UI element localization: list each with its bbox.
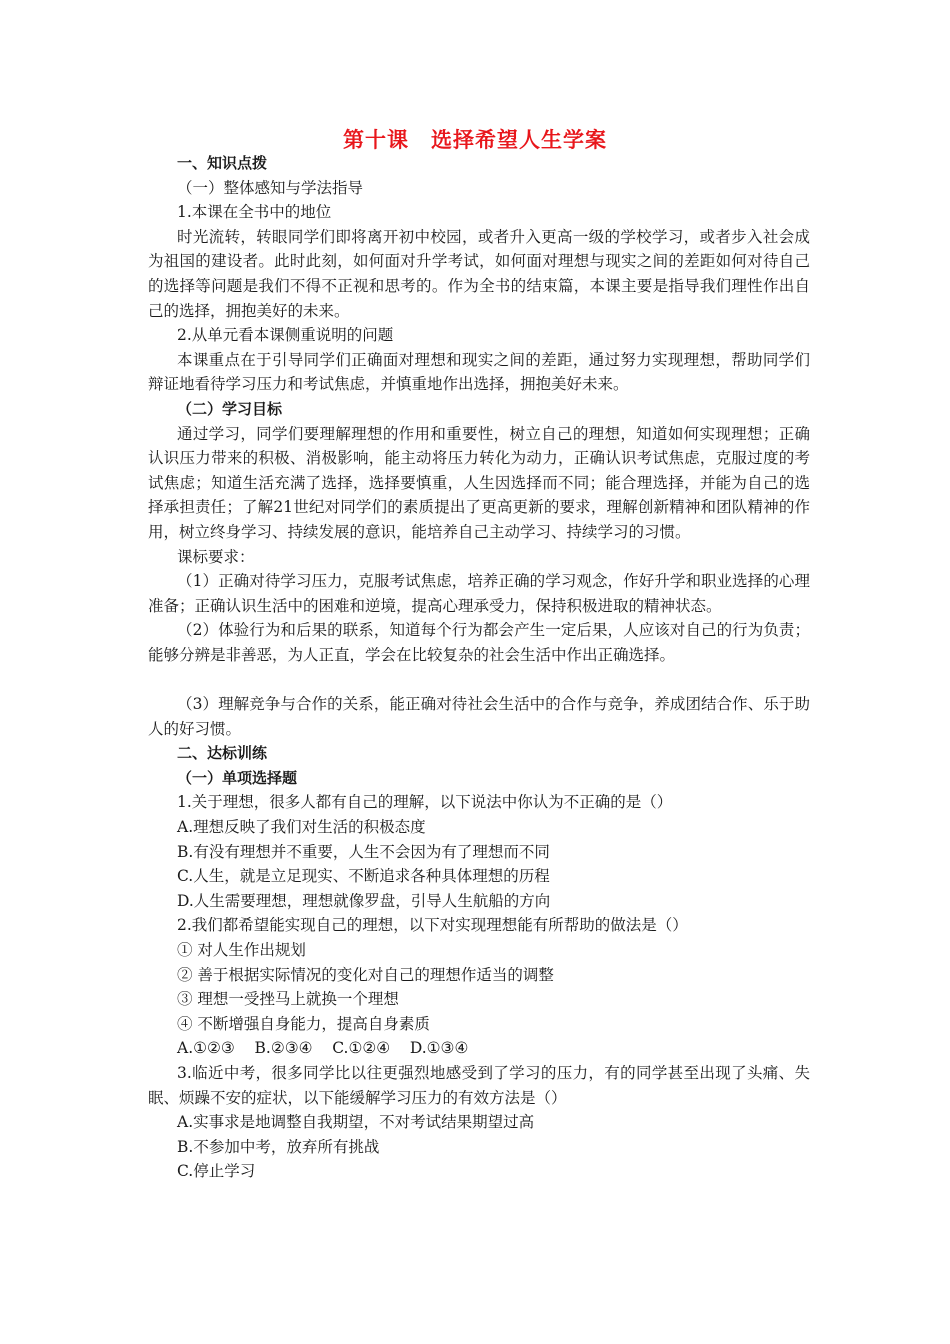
option: ④ 不断增强自身能力，提高自身素质: [177, 1014, 430, 1033]
option: B.不参加中考，放弃所有挑战: [177, 1137, 380, 1156]
paragraph: 通过学习，同学们要理解理想的作用和重要性，树立自己的理想，知道如何实现理想；正确认识压力带来的积极、消极影响，能主动将压力转化为动力，正确认识考试焦虑，克服过度的考试焦虑；知道生活充满了选择，选择要慎重，人生因选择而不同；能合理选择，并能为自己的选择承担责任；了解21世纪对同学们的素质提出了更高更新的要求，理解创新精神和团队精神的作用，树立终身学习、持续发展的意识，能培养自己主动学习、持续学习的习惯。: [148, 424, 810, 541]
spacer: [148, 667, 810, 692]
item-title: 1.本课在全书中的地位: [177, 203, 332, 222]
subsection-heading-bold: （二）学习目标: [177, 399, 283, 418]
option: ③ 理想一受挫马上就换一个理想: [177, 990, 399, 1009]
option: D.人生需要理想，理想就像罗盘，引导人生航船的方向: [177, 891, 551, 910]
section-heading-1: 一、知识点拨: [177, 154, 268, 172]
question: 1.关于理想，很多人都有自己的理解，以下说法中你认为不正确的是（）: [177, 793, 673, 812]
option: ② 善于根据实际情况的变化对自己的理想作适当的调整: [177, 965, 554, 984]
option: C.人生，就是立足现实、不断追求各种具体理想的历程: [177, 867, 550, 886]
option: A.实事求是地调整自我期望，不对考试结果期望过高: [177, 1113, 535, 1132]
page-title: 第十课 选择希望人生学案: [343, 127, 607, 152]
question: 2.我们都希望能实现自己的理想，以下对实现理想能有所帮助的做法是（）: [177, 916, 688, 935]
section-heading-2: 二、达标训练: [177, 744, 268, 763]
option: A.理想反映了我们对生活的积极态度: [177, 818, 426, 837]
question: 3.临近中考，很多同学比以往更强烈地感受到了学习的压力，有的同学甚至出现了头痛、失眠、烦躁不安的症状，以下能缓解学习压力的有效方法是（）: [148, 1063, 810, 1107]
option: C.停止学习: [177, 1162, 256, 1181]
document-body: [148, 151, 810, 1184]
paragraph: （1）正确对待学习压力，克服考试焦虑，培养正确的学习观念，作好升学和职业选择的心理准备；正确认识生活中的困难和逆境，提高心理承受力，保持积极进取的精神状态。: [148, 572, 810, 615]
option: ① 对人生作出规划: [177, 941, 306, 959]
paragraph: （2）体验行为和后果的联系，知道每个行为都会产生一定后果，人应该对自己的行为负责；能够分辨是非善恶，为人正直，学会在比较复杂的社会生活中作出正确选择。: [148, 621, 810, 664]
answer-options: A.①②③ B.②③④ C.①②④ D.①③④: [177, 1039, 469, 1058]
item-title: 课标要求：: [177, 547, 255, 566]
paragraph: 本课重点在于引导同学们正确面对理想和现实之间的差距，通过努力实现理想，帮助同学们辩证地看待学习压力和考试焦虑，并慎重地作出选择，拥抱美好未来。: [148, 350, 810, 394]
paragraph: 时光流转，转眼同学们即将离开初中校园，或者升入更高一级的学校学习，或者步入社会成为祖国的建设者。此时此刻，如何面对升学考试，如何面对理想与现实之间的差距如何对待自己的选择等问题是我们不得不正视和思考的。作为全书的结束篇，本课主要是指导我们理性作出自己的选择，拥抱美好的未来。: [148, 227, 810, 320]
option: B.有没有理想并不重要，人生不会因为有了理想而不同: [177, 842, 550, 861]
subsection-heading: （一）整体感知与学法指导: [177, 178, 364, 197]
subsection-heading-bold: （一）单项选择题: [177, 768, 298, 787]
paragraph: （3）理解竞争与合作的关系，能正确对待社会生活中的合作与竞争，养成团结合作、乐于助人的好习惯。: [148, 695, 810, 738]
item-title: 2.从单元看本课侧重说明的问题: [177, 326, 394, 345]
